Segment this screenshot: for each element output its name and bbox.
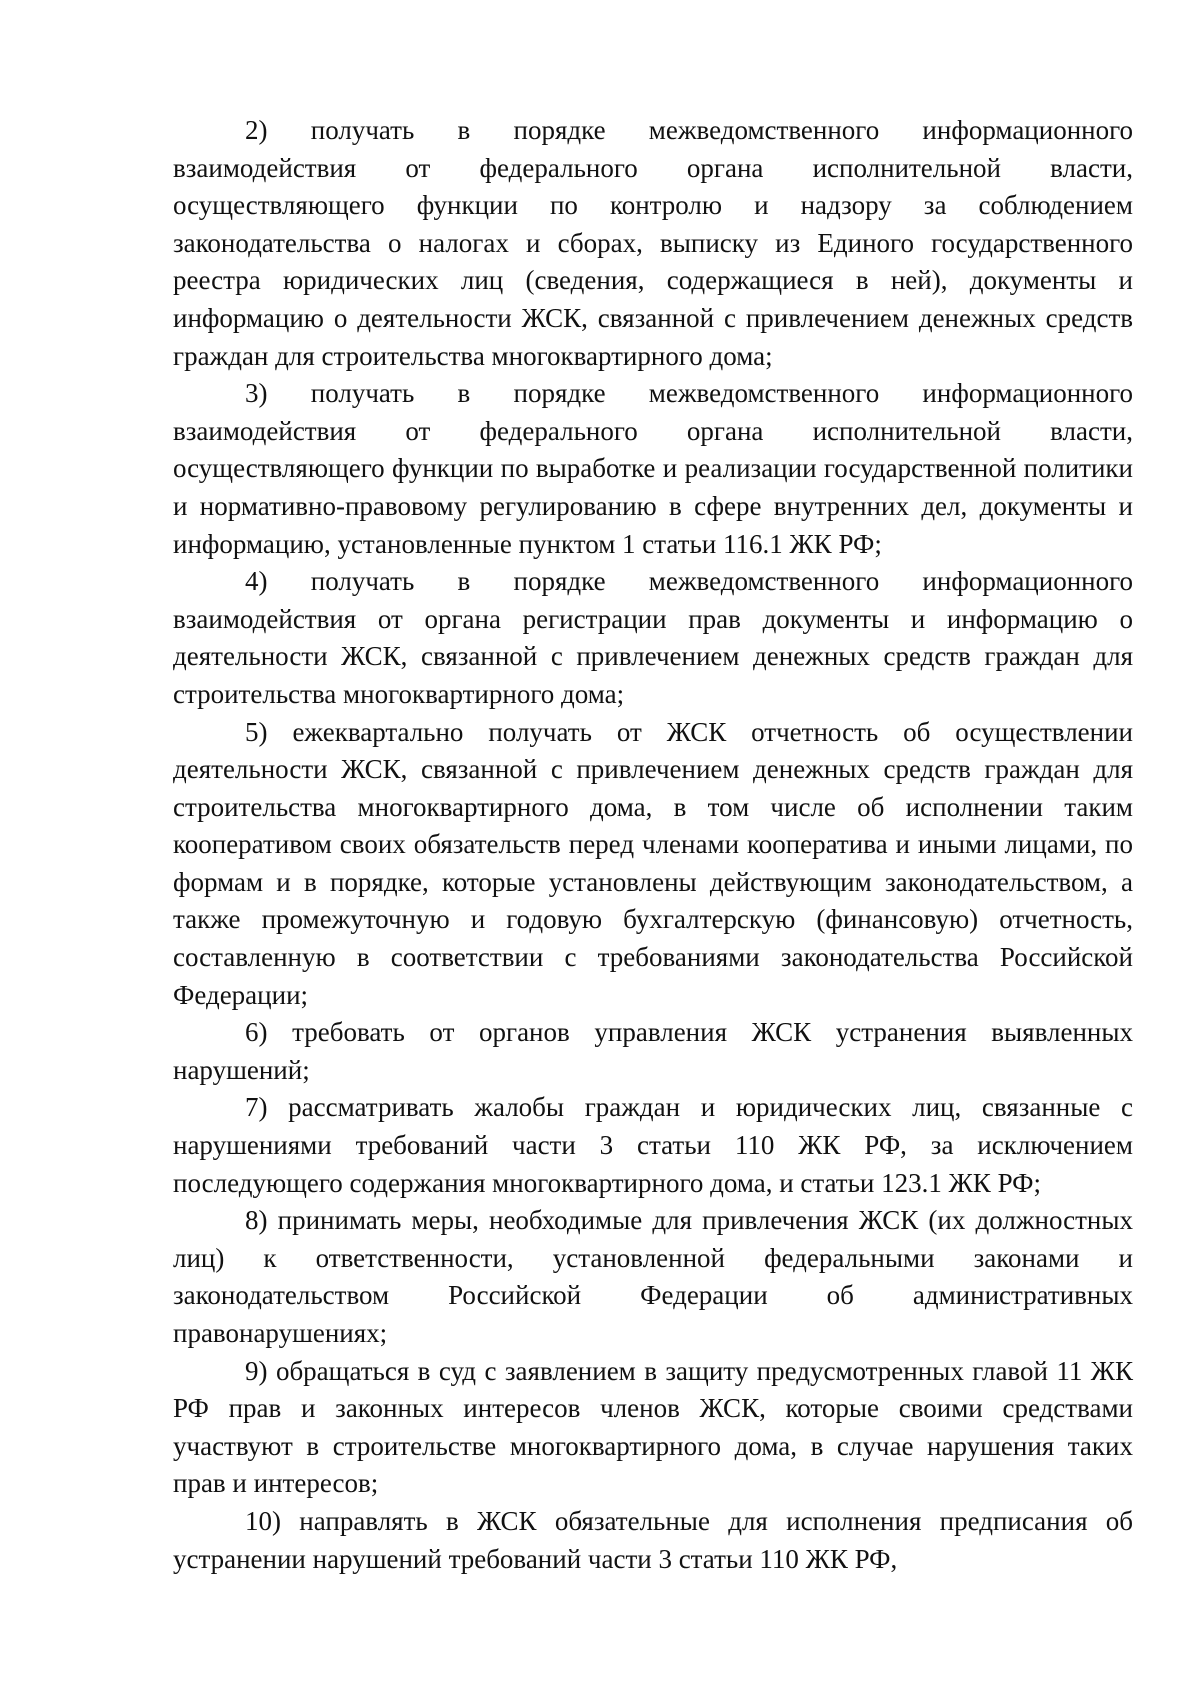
item-number: 9)	[245, 1355, 268, 1386]
item-number: 2)	[245, 115, 268, 145]
list-item	[173, 1014, 1133, 1089]
item-text: обращаться в суд с заявлением в защиту предусмотренных главой 11 ЖК РФ прав и законных интересов членов ЖСК, которые своими средствами участвуют в строительстве многоквартирного дома, в случае нарушения таких прав и интересов;	[173, 1355, 1133, 1499]
item-number: 7)	[245, 1092, 268, 1123]
list-item	[173, 1202, 1133, 1352]
item-text: получать в порядке межведомственного информационного взаимодействия от федерального органа исполнительной власти, осуществляющего функции по выработке и реализации государственной политики и нормативно-правовому регулированию в сфере внутренних дел, документы и информацию, установленные пунктом 1 статьи 116.1 ЖК РФ;	[173, 378, 1134, 559]
item-number: 8)	[245, 1205, 268, 1236]
item-text: получать в порядке межведомственного информационного взаимодействия от органа регистрации прав документы и информацию о деятельности ЖСК, связанной с привлечением денежных средств граждан для строительства многоквартирного дома;	[173, 566, 1134, 709]
item-number: 4)	[245, 566, 268, 597]
item-number: 3)	[245, 378, 268, 409]
list-item	[173, 714, 1133, 1015]
item-number: 6)	[245, 1017, 268, 1048]
list-item	[173, 375, 1133, 563]
list-item	[173, 1353, 1133, 1503]
item-number: 10)	[245, 1505, 281, 1536]
list-item	[173, 1503, 1133, 1578]
list-item	[173, 563, 1133, 713]
item-text: рассматривать жалобы граждан и юридических лиц, связанные с нарушениями требований части 3 статьи 110 ЖК РФ, за исключением последующего содержания многоквартирного дома, и статьи 123.1 ЖК РФ;	[173, 1092, 1134, 1198]
document-body	[173, 112, 1133, 1578]
item-text: принимать меры, необходимые для привлечения ЖСК (их должностных лиц) к ответственности, установленной федеральными законами и законодательством Российской Федерации об административных правонарушениях;	[173, 1205, 1134, 1348]
item-text: ежеквартально получать от ЖСК отчетность об осуществлении деятельности ЖСК, связанной с привлечением денежных средств граждан для строительства многоквартирного дома, в том числе об исполнении таким кооперативом своих обязательств перед членами кооператива и иными лицами, по формам и в порядке, которые установлены действующим законодательством, а также промежуточную и годовую бухгалтерскую (финансовую) отчетность, составленную в соответствии с требованиями законодательства Российской Федерации;	[173, 716, 1134, 1010]
item-text: получать в порядке межведомственного информационного взаимодействия от федерального органа исполнительной власти, осуществляющего функции по контролю и надзору за соблюдением законодательства о налогах и сборах, выписку из Единого государственного реестра юридических лиц (сведения, содержащиеся в ней), документы и информацию о деятельности ЖСК, связанной с привлечением денежных средств граждан для строительства многоквартирного дома;	[173, 115, 1134, 371]
item-text: требовать от органов управления ЖСК устранения выявленных нарушений;	[173, 1017, 1133, 1085]
item-text: направлять в ЖСК обязательные для исполнения предписания об устранении нарушений требований части 3 статьи 110 ЖК РФ,	[173, 1505, 1134, 1574]
list-item	[173, 112, 1133, 375]
item-number: 5)	[245, 716, 268, 747]
list-item	[173, 1089, 1133, 1202]
